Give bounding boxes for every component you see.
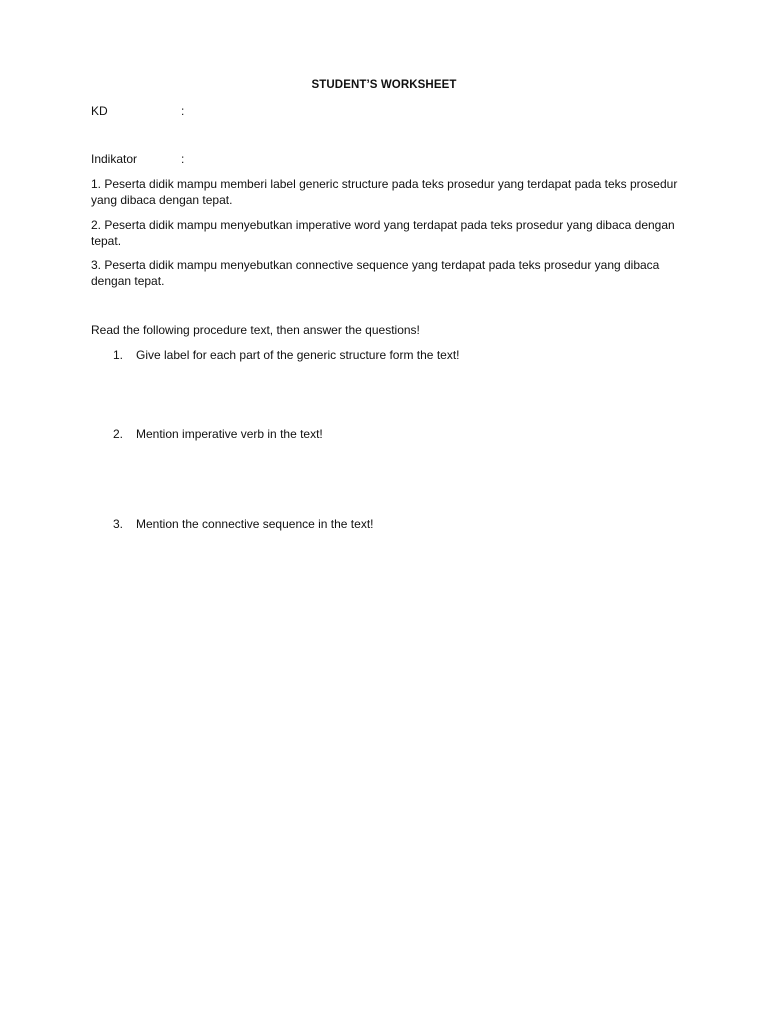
worksheet-title: STUDENT’S WORKSHEET (311, 79, 457, 91)
indikator-label: Indikator (91, 152, 138, 166)
indikator-colon: : (181, 152, 185, 166)
question-text: Mention imperative verb in the text! (136, 427, 323, 441)
question-text: Mention the connective sequence in the text! (136, 517, 374, 531)
kd-label: KD (91, 104, 108, 118)
question-number: 3. (113, 517, 124, 531)
question-number: 2. (113, 427, 124, 441)
indicator-3: 3. Peserta didik mampu menyebutkan connective sequence yang terdapat pada teks prosedur yang dibaca dengan tepat. (91, 258, 660, 288)
indicator-1: 1. Peserta didik mampu memberi label generic structure pada teks prosedur yang terdapat pada teks prosedur yang dibaca dengan tepat. (91, 177, 678, 207)
kd-colon: : (181, 104, 185, 118)
question-text: Give label for each part of the generic structure form the text! (136, 348, 460, 362)
question-number: 1. (113, 348, 124, 362)
instruction-text: Read the following procedure text, then answer the questions! (91, 323, 420, 337)
indicator-2: 2. Peserta didik mampu menyebutkan imperative word yang terdapat pada teks prosedur yang dibaca dengan tepat. (91, 218, 675, 248)
